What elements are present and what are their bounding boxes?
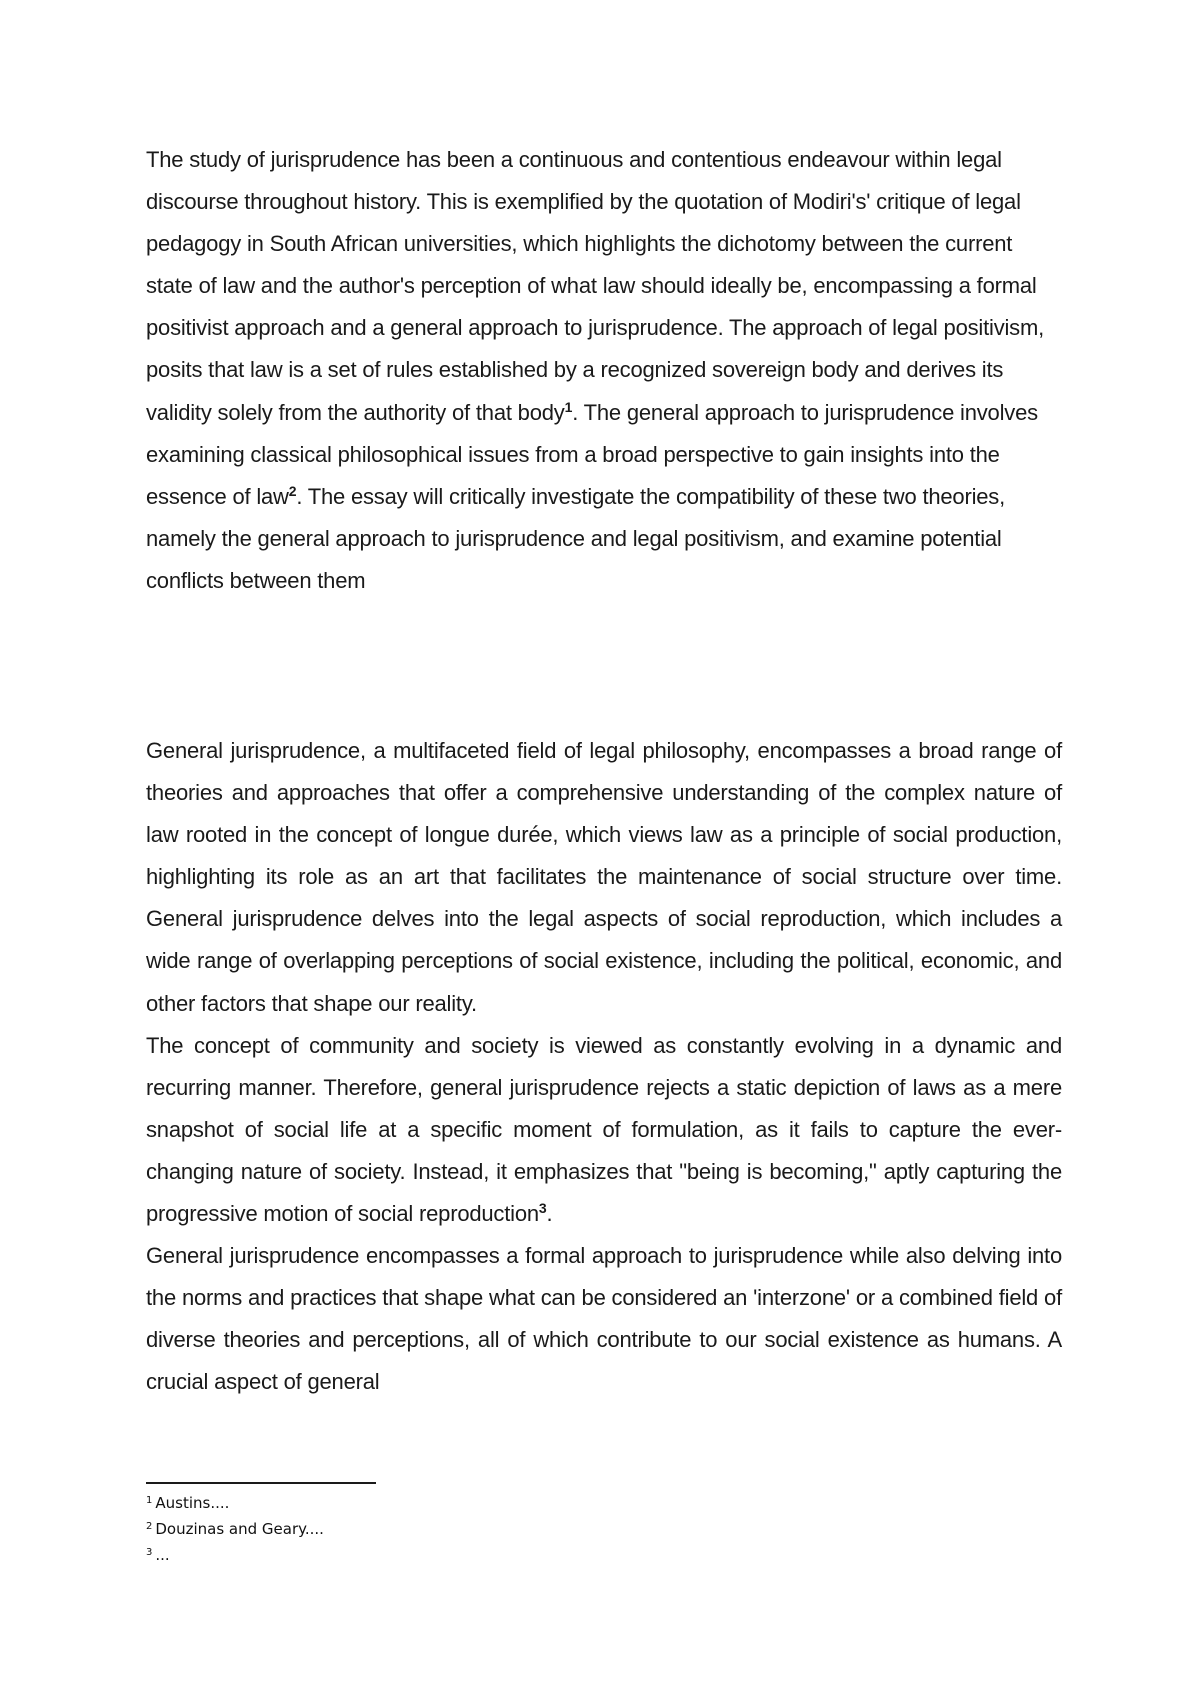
footnote-2-number: 2 bbox=[146, 1521, 153, 1532]
footnote-2-text: Douzinas and Geary.... bbox=[155, 1520, 324, 1538]
paragraph-1-text-a: The study of jurisprudence has been a continuous and contentious endeavour within legal discourse throughout history. This is exemplified by the quotation of Modiri's' critique of legal pedagogy in South African universities, which highlights the dichotomy between the current state of law and the author's perception of what law should ideally be, encompassing a formal positivist approach and a general approach to jurisprudence. The approach of legal positivism, posits that law is a set of rules established by a recognized sovereign body and derives its validity solely from the authority of that body bbox=[146, 147, 1045, 425]
paragraph-2: General jurisprudence, a multifaceted field of legal philosophy, encompasses a broad range of theories and approaches that offer a comprehensive understanding of the complex nature of law rooted in the concept of longue durée, which views law as a principle of social production, highlighting its role as an art that facilitates the maintenance of social structure over time. General jurisprudence delves into the legal aspects of social reproduction, which includes a wide range of overlapping perceptions of social existence, including the political, economic, and other factors that shape our reality. bbox=[146, 738, 1062, 1016]
footnote-3-text: ... bbox=[155, 1546, 170, 1564]
paragraph-3-text-a: The concept of community and society is viewed as constantly evolving in a dynamic and recurring manner. Therefore, general jurisprudence rejects a static depiction of laws as a mere snapshot of social life at a specific moment of formulation, as it fails to capture the ever-changing nature of society. Instead, it emphasizes that "being is becoming," aptly capturing the progressive motion of social reproduction bbox=[146, 1032, 1062, 1227]
paragraph-1 bbox=[146, 139, 1062, 602]
paragraph-1-text-b: . The general approach to jurisprudence involves examining classical philosophical issues from a broad perspective to gain insights into the essence of law bbox=[146, 399, 1038, 509]
footnote-separator bbox=[146, 1482, 376, 1484]
footnote-2 bbox=[146, 1516, 746, 1542]
footnote-1-number: 1 bbox=[146, 1495, 153, 1506]
footnote-1-text: Austins.... bbox=[155, 1494, 230, 1512]
footnote-reference-2: 2 bbox=[288, 482, 297, 499]
paragraph-3 bbox=[146, 1025, 1062, 1235]
footnote-3-number: 3 bbox=[146, 1547, 153, 1558]
paragraph-1-text-c: . The essay will critically investigate the compatibility of these two theories, namely the general approach to jurisprudence and legal positivism, and examine potential conflicts between them bbox=[146, 483, 1006, 593]
footnotes-section bbox=[146, 1490, 746, 1568]
paragraph-4: General jurisprudence encompasses a formal approach to jurisprudence while also delving into the norms and practices that shape what can be considered an 'interzone' or a combined field of diverse theories and perceptions, all of which contribute to our social existence as humans. A crucial aspect of general bbox=[146, 1243, 1062, 1395]
footnote-3 bbox=[146, 1542, 746, 1568]
footnote-reference-3: 3 bbox=[538, 1200, 547, 1217]
paragraph-group-general-jurisprudence bbox=[146, 730, 1062, 1404]
paragraph-3-text-b: . bbox=[546, 1201, 553, 1227]
footnote-1 bbox=[146, 1490, 746, 1516]
paragraph-introduction bbox=[146, 139, 1062, 602]
footnote-reference-1: 1 bbox=[564, 398, 573, 415]
